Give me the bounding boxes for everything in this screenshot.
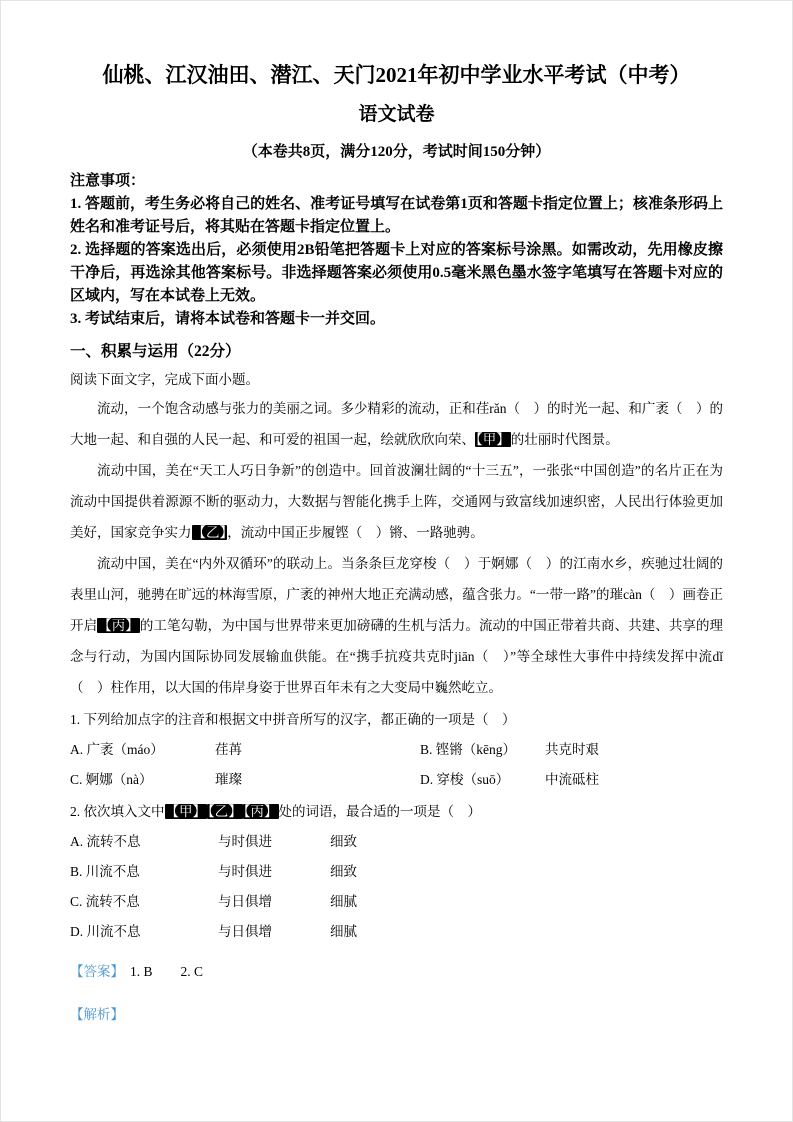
notice-heading: 注意事项： [70,173,146,190]
q2-option-c-part-3: 细腻 [330,894,357,910]
text-segment: 2. 依次填入文中 [70,804,165,820]
text-segment: ，流动中国正步履铿（ ）锵、一路驰骋。 [227,525,484,541]
text-segment: 处的词语，最合适的一项是（ ） [278,804,481,820]
q2-option-d-part-3: 细腻 [330,924,357,940]
q2-option-row-b [70,857,723,887]
answer-label: 【答案】 [70,964,124,980]
q1-option-c-label: C. 婀娜（nà） [70,772,153,788]
analysis-label: 【解析】 [70,1007,124,1023]
reading-intro: 阅读下面文字，完成下面小题。 [70,372,259,388]
placeholder-box: 【丙】 [243,804,278,820]
q2-option-c-part-2: 与日俱增 [218,894,272,910]
q2-option-c-part-1: C. 流转不息 [70,894,140,910]
placeholder-box: 【乙】 [208,804,242,820]
text-segment: 的壮丽时代图景。 [510,432,619,448]
placeholder-box: 【乙】 [192,525,227,541]
placeholder-box: 【甲】 [165,804,206,820]
exam-info-line: （本卷共8页，满分120分，考试时间150分钟） [242,144,551,161]
q2-option-a-part-3: 细致 [330,834,357,850]
q1-option-d-word: 中流砥柱 [545,772,599,788]
q1-option-a-label: A. 广袤（máo） [70,742,164,758]
q2-option-b-part-1: B. 川流不息 [70,864,140,880]
answer-item-2: 2. C [180,964,204,980]
placeholder-box: 【丙】 [98,618,139,634]
q1-option-b-word: 共克时艰 [545,742,599,758]
question-1-options [70,735,723,795]
exam-title: 仙桃、江汉油田、潜江、天门2021年初中学业水平考试（中考） [102,63,691,87]
analysis-line [70,1004,723,1026]
answer-item-1: 1. B [130,964,153,980]
q2-option-b-part-2: 与时俱进 [218,864,272,880]
q2-option-row-a [70,827,723,857]
passage-paragraph-2 [70,455,723,548]
q2-option-d-part-1: D. 川流不息 [70,924,141,940]
q1-option-a-word: 荏苒 [215,742,242,758]
question-2-stem [70,797,723,827]
text-segment: 流动，一个饱含动感与张力的美丽之词。多少精彩的流动，正和荏rǎn（ ）的时光一起、和广袤（ ）的大地一起、和自强的人民一起、和可爱的祖国一起，绘就欣欣向荣、 [70,401,723,448]
q2-option-row-d [70,917,723,947]
passage-paragraph-1 [70,393,723,455]
q2-option-d-part-2: 与日俱增 [218,924,272,940]
q2-option-a-part-1: A. 流转不息 [70,834,141,850]
text-segment: 流动中国，美在“内外双循环”的联动上。当条条巨龙穿梭（ ）于婀娜（ ）的江南水乡，疾驰过壮阔的表里山河，驰骋在旷远的林海雪原，广袤的神州大地正充满动感，蕴含张力。“一带一路”的璀càn（ ）画卷正开启 [70,556,723,634]
text-segment: 流动中国，美在“天工人巧日争新”的创造中。回首波澜壮阔的“十三五”，一张张“中国创造”的名片正在为流动中国提供着源源不断的驱动力，大数据与智能化携手上阵，交通网与致富线加速织密，人民出行体验更加美好，国家竞争实力 [70,463,723,541]
exam-subject-title: 语文试卷 [358,104,435,126]
q2-option-a-part-2: 与时俱进 [218,834,272,850]
q1-option-c-word: 璀璨 [215,772,242,788]
notice-item-3: 3. 考试结束后，请将本试卷和答题卡一并交回。 [70,311,386,328]
q1-option-d-label: D. 穿梭（suō） [420,772,510,788]
notice-item-1: 1. 答题前，考生务必将自己的姓名、准考证号填写在试卷第1页和答题卡指定位置上；核准条形码上姓名和准考证号后，将其贴在答题卡指定位置上。 [70,196,723,236]
section-heading: 一、积累与运用（22分） [70,343,241,361]
q1-option-b-label: B. 铿锵（kēng） [420,742,516,758]
q2-option-b-part-3: 细致 [330,864,357,880]
passage-paragraph-3 [70,548,723,703]
placeholder-box: 【甲】 [476,432,510,448]
question-1-stem: 1. 下列给加点字的注音和根据文中拼音所写的汉字，都正确的一项是（ ） [70,712,516,728]
text-segment: 的工笔勾勒，为中国与世界带来更加磅礴的生机与活力。流动的中国正带着共商、共建、共享的理念与行动，为国内国际协同发展输血供能。在“携手抗疫共克时jiān（ ）”等全球性大事件中持续发挥中流dǐ（ ）柱作用，以大国的伟岸身姿于世界百年未有之大变局中巍然屹立。 [70,618,724,696]
answer-line [70,961,723,983]
q2-option-row-c [70,887,723,917]
notice-item-2: 2. 选择题的答案选出后，必须使用2B铅笔把答题卡上对应的答案标号涂黑。如需改动，先用橡皮擦干净后，再选涂其他答案标号。非选择题答案必须使用0.5毫米黑色墨水签字笔填写在答题卡对应的区域内，写在本试卷上无效。 [70,242,723,305]
